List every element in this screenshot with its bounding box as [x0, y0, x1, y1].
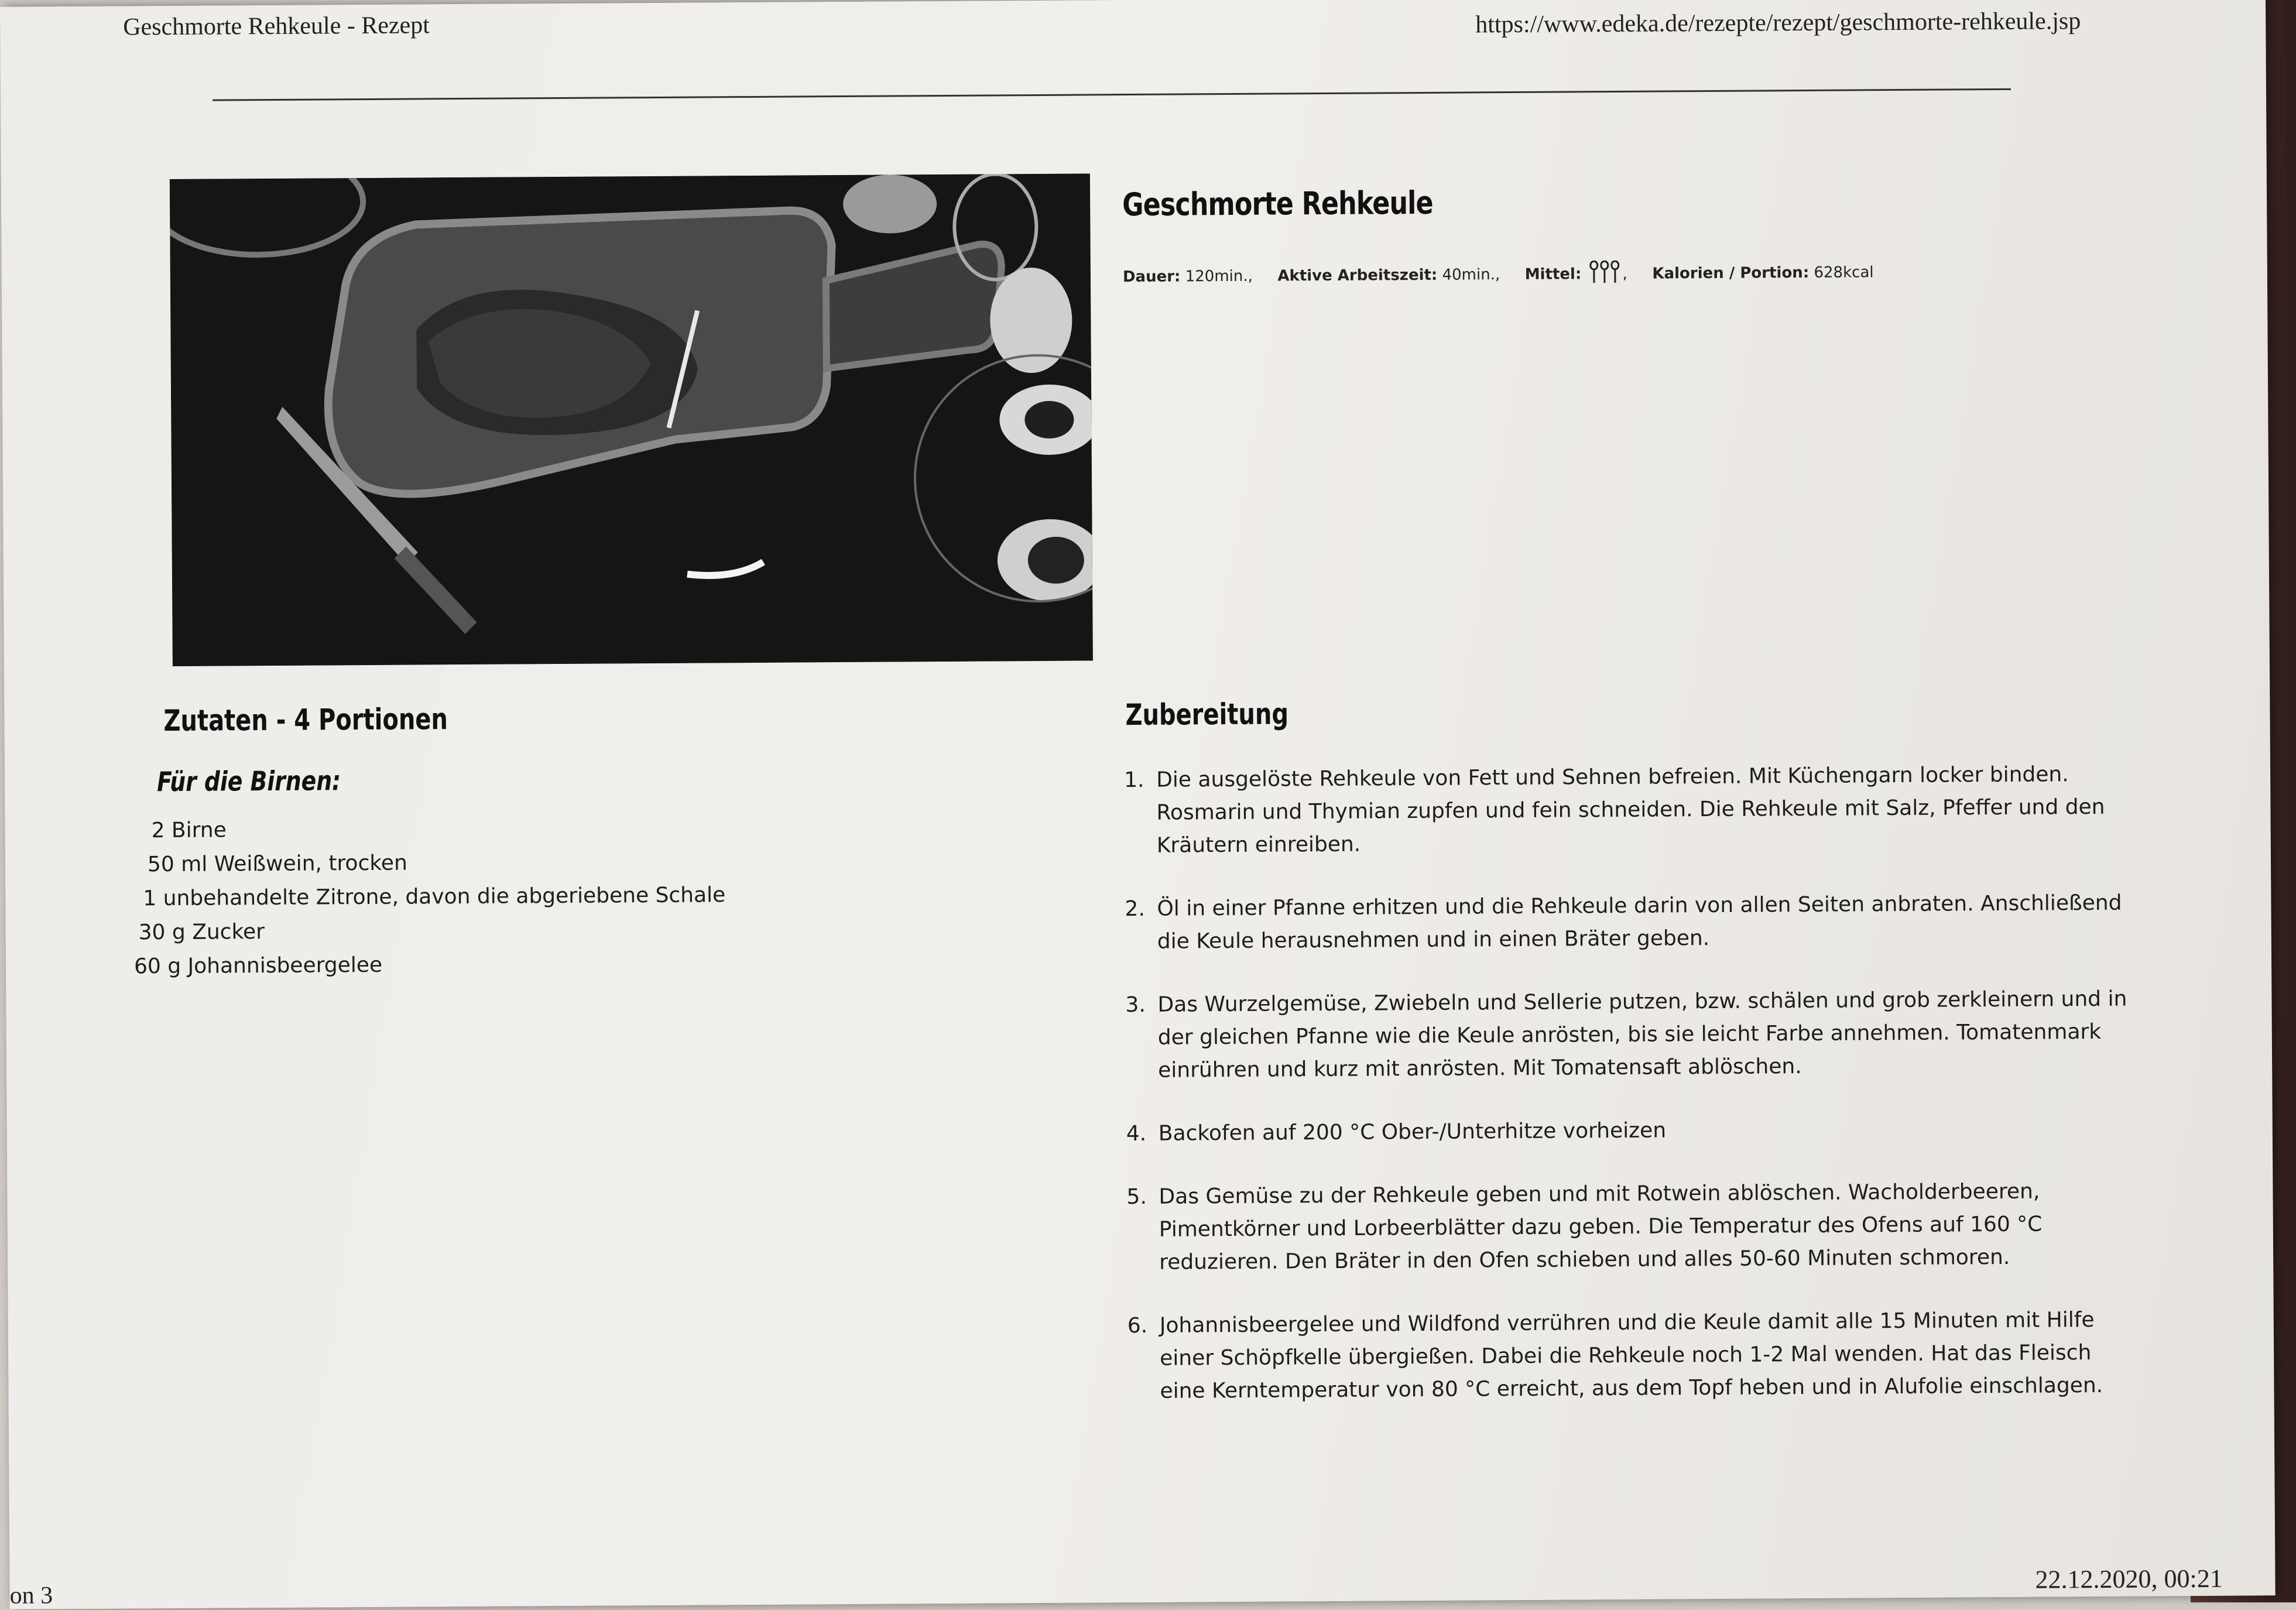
recipe-photo [170, 173, 1093, 666]
ingredients-heading: Zutaten - 4 Portionen [163, 702, 448, 738]
difficulty-suffix: , [1622, 265, 1627, 283]
ingredient-item: 2 Birne [151, 810, 725, 848]
duration-label: Dauer: [1123, 268, 1181, 286]
recipe-meta [1123, 259, 1874, 291]
preparation-step: 1. Die ausgelöste Rehkeule von Fett und Sehnen befreien. Mit Küchengarn locker binden. Rosmarin und Thymian zupfen und fein schneiden. Die Rehkeule mit Salz, Pfeffer und den Kräutern einreiben. [1124, 758, 2131, 863]
preparation-heading: Zubereitung [1125, 697, 1288, 732]
ingredient-group-title: Für die Birnen: [157, 765, 341, 797]
active-time-value: 40min., [1442, 266, 1500, 284]
duration-value: 120min., [1185, 268, 1253, 286]
print-datetime: 22.12.2020, 00:21 [2035, 1564, 2223, 1595]
utensils-icon [1588, 261, 1620, 288]
preparation-step: 6. Johannisbeergelee und Wildfond verrühren und die Keule damit alle 15 Minuten mit Hilfe einer Schöpfkelle übergießen. Dabei die Rehkeule noch 1-2 Mal wenden. Hat das Fleisch eine Kerntemperatur von 80 °C erreicht, aus dem Topf heben und in Alufolie einschlagen. [1128, 1304, 2135, 1409]
preparation-step: 3. Das Wurzelgemüse, Zwiebeln und Sellerie putzen, bzw. schälen und grob zerkleinern und in der gleichen Pfanne wie die Keule anrösten, bis sie leicht Farbe annehmen. Tomatenmark einrühren und kurz mit anrösten. Mit Tomatensaft ablöschen. [1125, 983, 2133, 1088]
header-divider [213, 88, 2011, 101]
active-time-label: Aktive Arbeitszeit: [1277, 266, 1437, 285]
calories-label: Kalorien / Portion: [1652, 264, 1809, 283]
preparation-step: 5. Das Gemüse zu der Rehkeule geben und mit Rotwein ablöschen. Wacholderbeeren, Pimentkörner und Lorbeerblätter dazu geben. Die Temperatur des Ofens auf 160 °C reduzieren. Den Bräter in den Ofen schieben und alles 50-60 Minuten schmoren. [1126, 1175, 2134, 1280]
recipe-title: Geschmorte Rehkeule [1122, 184, 1433, 223]
braised-venison-photo-icon [170, 173, 1093, 666]
ingredient-item: 50 ml Weißwein, trocken [148, 844, 725, 882]
ingredient-item: 60 g Johannisbeergelee [134, 946, 726, 984]
ingredient-item: 1 unbehandelte Zitrone, davon die abgeriebene Schale [143, 878, 725, 916]
preparation-steps [1124, 758, 2135, 1438]
print-header-title: Geschmorte Rehkeule - Rezept [123, 11, 430, 41]
preparation-step: 4. Backofen auf 200 °C Ober-/Unterhitze vorheizen [1126, 1112, 2133, 1151]
calories-value: 628kcal [1814, 263, 1873, 282]
ingredient-list [131, 810, 726, 984]
preparation-step: 2. Öl in einer Pfanne erhitzen und die Rehkeule darin von allen Seiten anbraten. Anschließend die Keule herausnehmen und in einen Bräter geben. [1125, 887, 2132, 959]
ingredient-item: 30 g Zucker [139, 912, 726, 950]
page-number: on 3 [9, 1581, 53, 1609]
print-header-url: https://www.edeka.de/rezepte/rezept/geschmorte-rehkeule.jsp [1475, 7, 2081, 39]
difficulty-label: Mittel: [1525, 265, 1582, 283]
